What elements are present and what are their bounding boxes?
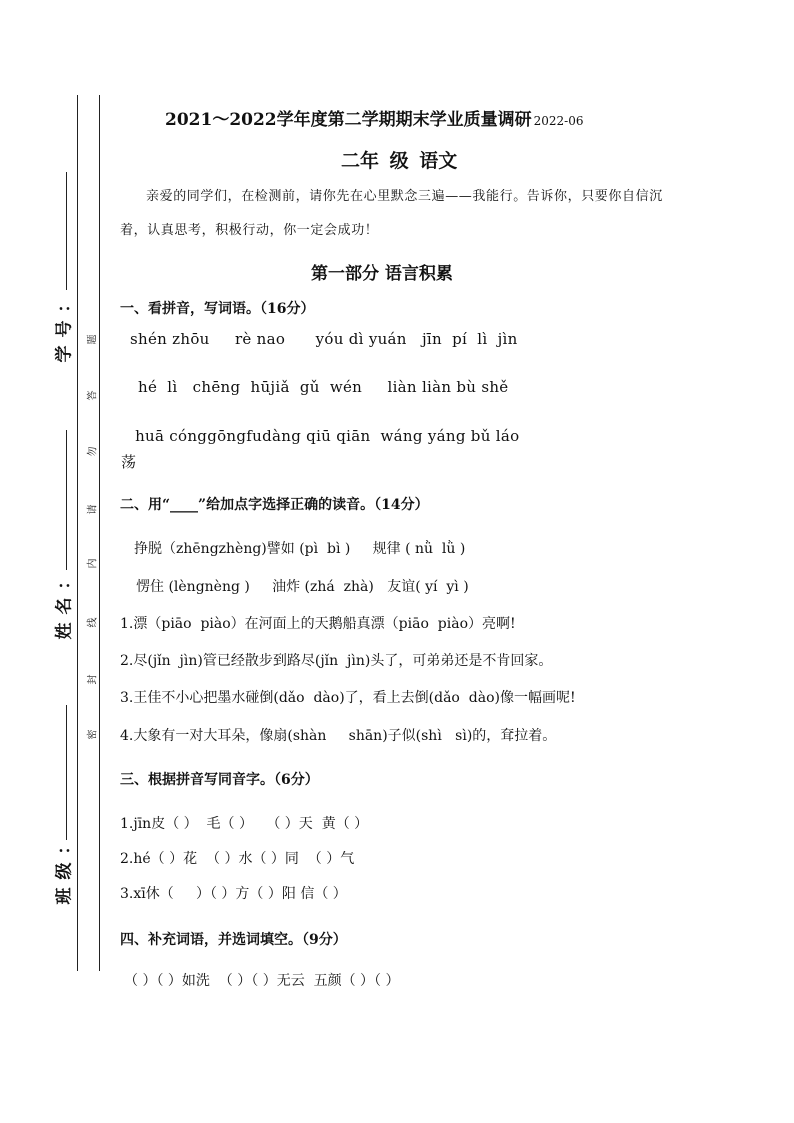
seal-char: 请 [87,504,99,515]
seal-char: 答 [87,390,99,401]
exam-subtitle: 二年 级 语文 [341,150,458,172]
seal-char: 线 [87,617,99,628]
q3-line: 2.hé（ ）花 （ ）水（ ）同 （ ）气 [120,851,355,867]
name-blank [66,430,67,570]
q2-sentence: 2.尽(jǐn jìn)管已经散步到路尽(jǐn jìn)头了，可弟弟还是不肯回家。 [120,653,553,669]
q2-option-row: 挣脱（zhēngzhèng)譬如 (pì bì ) 规律 ( nǜ lǜ ) [134,541,466,557]
q2-heading: 二、用“____”给加点字选择正确的读音。（14分） [120,497,429,513]
binding-line-outer [77,95,78,971]
seal-char: 封 [87,674,99,685]
seal-char: 内 [87,558,99,569]
student-id-label: 学号： [54,287,75,363]
q2-option-row: 愣住 (lèngnèng ) 油炸 (zhá zhà) 友谊( yí yì ) [136,579,469,595]
student-id-blank [66,172,67,290]
q4-line: （ ）（ ）如洗 （ ）（ ）无云 五颜（ ）（ ） [124,973,400,989]
q4-heading: 四、补充词语，并选词填空。（9分） [120,932,347,948]
class-blank [66,705,67,840]
exam-title [165,105,584,130]
q2-sentence: 4.大象有一对大耳朵，像扇(shàn shān)子似(shì sì)的，耷拉着。 [120,728,557,744]
seal-char: 密 [87,729,99,740]
part-title: 第一部分 语言积累 [311,264,453,284]
intro-paragraph: 亲爱的同学们，在检测前，请你先在心里默念三遍——我能行。告诉你，只要你自信沉着，认真思考，积极行动，你一定会成功！ [120,189,663,238]
q1-pinyin-row: hé lì chēng hūjiǎ gǔ wén liàn liàn bù shě [138,378,509,396]
seal-char: 题 [87,334,99,345]
class-label: 班级： [54,829,75,905]
q1-pinyin-row: huā cónggōngfudàng qiū qiān wáng yáng bǔ láo [130,427,520,445]
q2-sentence: 3.王佳不小心把墨水碰倒(dǎo dào)了，看上去倒(dǎo dào)像一幅画呢! [120,690,576,706]
q3-line: 3.xī休（ ）（ ）方（ ）阳 信（ ） [120,886,347,902]
name-label: 姓名： [54,564,75,640]
q1-pinyin-row: shén zhōu rè nao yóu dì yuán jīn pí lì jìn [130,330,518,348]
exam-date: 2022-06 [533,114,584,128]
q1-stray-char: 荡 [121,453,137,471]
q3-line: 1.jīn皮（ ） 毛（ ） （ ）天 黄（ ） [120,816,369,832]
q3-heading: 三、根据拼音写同音字。（6分） [120,772,319,788]
q2-sentence: 1.漂（piāo piào）在河面上的天鹅船真漂（piāo piào）亮啊! [120,616,516,632]
seal-char: 勿 [87,446,99,457]
exam-title-text: 2021～2022学年度第二学期期末学业质量调研 [165,110,532,130]
q1-heading: 一、看拼音，写词语。（16分） [120,301,315,317]
binding-line-inner [99,95,100,971]
